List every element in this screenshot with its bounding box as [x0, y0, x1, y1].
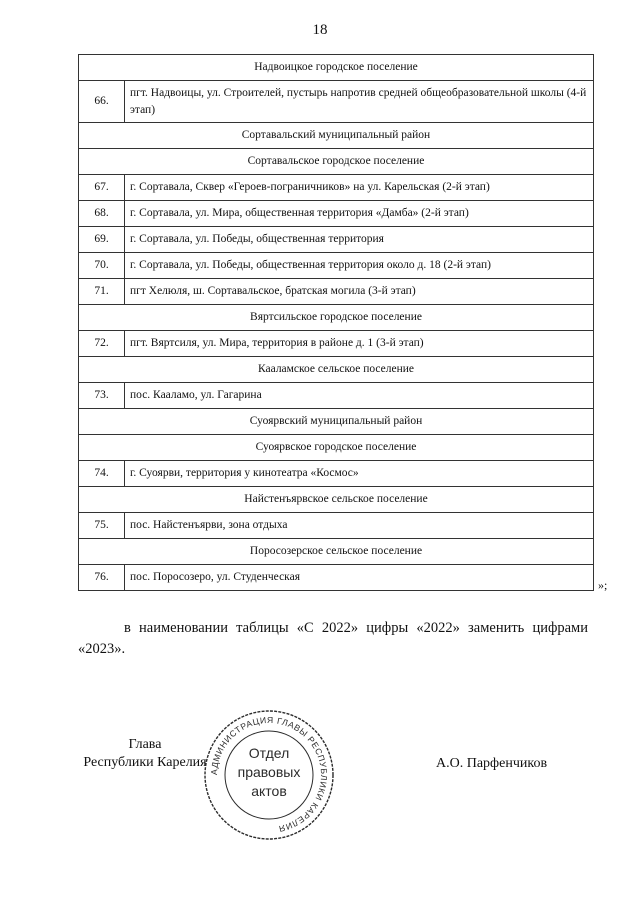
section-heading: Сортавальский муниципальный район [79, 123, 594, 149]
table-row [79, 201, 594, 227]
table-row [79, 279, 594, 305]
table-row [79, 175, 594, 201]
section-heading: Надвоицкое городское поселение [79, 55, 594, 81]
row-location: г. Сортавала, Сквер «Героев-пограничников» на ул. Карельская (2-й этап) [125, 175, 594, 201]
official-stamp [202, 708, 336, 842]
row-location: г. Суоярви, территория у кинотеатра «Космос» [125, 461, 594, 487]
table-section-row [79, 435, 594, 461]
stamp-ring-text: АДМИНИСТРАЦИЯ ГЛАВЫ РЕСПУБЛИКИ КАРЕЛИЯ [208, 714, 330, 835]
row-location: г. Сортавала, ул. Мира, общественная территория «Дамба» (2-й этап) [125, 201, 594, 227]
table-row [79, 331, 594, 357]
row-location: пгт Хелюля, ш. Сортавальское, братская могила (3-й этап) [125, 279, 594, 305]
table-section-row [79, 55, 594, 81]
signer-title [78, 736, 212, 772]
stamp-line1: Отдел [248, 745, 290, 761]
row-number: 68. [79, 201, 125, 227]
row-location: пос. Найстенъярви, зона отдыха [125, 513, 594, 539]
row-number: 76. [79, 565, 125, 591]
objects-table-body [79, 55, 594, 591]
table-section-row [79, 539, 594, 565]
row-location: пгт. Надвоицы, ул. Строителей, пустырь напротив средней общеобразовательной школы (4-й этап) [125, 81, 594, 123]
table-section-row [79, 149, 594, 175]
signer-title-line1: Глава [128, 737, 162, 752]
row-location: пгт. Вяртсиля, ул. Мира, территория в районе д. 1 (3-й этап) [125, 331, 594, 357]
row-location: пос. Поросозеро, ул. Студенческая [125, 565, 594, 591]
amendment-paragraph: в наименовании таблицы «С 2022» цифры «2022» заменить цифрами «2023». [78, 620, 588, 658]
table-section-row [79, 409, 594, 435]
stamp-line3: актов [251, 783, 287, 799]
row-number: 67. [79, 175, 125, 201]
table-row [79, 253, 594, 279]
section-heading: Суоярвский муниципальный район [79, 409, 594, 435]
row-number: 74. [79, 461, 125, 487]
table-row [79, 227, 594, 253]
table-row [79, 81, 594, 123]
table-row [79, 513, 594, 539]
row-number: 73. [79, 383, 125, 409]
row-number: 70. [79, 253, 125, 279]
row-location: пос. Кааламо, ул. Гагарина [125, 383, 594, 409]
page-number: 18 [312, 22, 328, 38]
signer-title-line2: Республики Карелия [83, 755, 207, 771]
section-heading: Кааламское сельское поселение [79, 357, 594, 383]
row-location: г. Сортавала, ул. Победы, общественная территория около д. 18 (2-й этап) [125, 253, 594, 279]
table-row [79, 383, 594, 409]
section-heading: Сортавальское городское поселение [79, 149, 594, 175]
row-number: 75. [79, 513, 125, 539]
row-number: 66. [79, 81, 125, 123]
closing-quote-mark: »; [598, 578, 608, 592]
row-number: 72. [79, 331, 125, 357]
stamp-line2: правовых [237, 764, 301, 780]
row-number: 69. [79, 227, 125, 253]
section-heading: Суоярвское городское поселение [79, 435, 594, 461]
table-section-row [79, 305, 594, 331]
section-heading: Найстенъярвское сельское поселение [79, 487, 594, 513]
objects-table [78, 54, 594, 591]
table-row [79, 565, 594, 591]
table-row [79, 461, 594, 487]
signer-name: А.О. Парфенчиков [436, 756, 548, 771]
section-heading: Поросозерское сельское поселение [79, 539, 594, 565]
table-section-row [79, 357, 594, 383]
section-heading: Вяртсильское городское поселение [79, 305, 594, 331]
row-number: 71. [79, 279, 125, 305]
table-section-row [79, 487, 594, 513]
row-location: г. Сортавала, ул. Победы, общественная территория [125, 227, 594, 253]
table-section-row [79, 123, 594, 149]
